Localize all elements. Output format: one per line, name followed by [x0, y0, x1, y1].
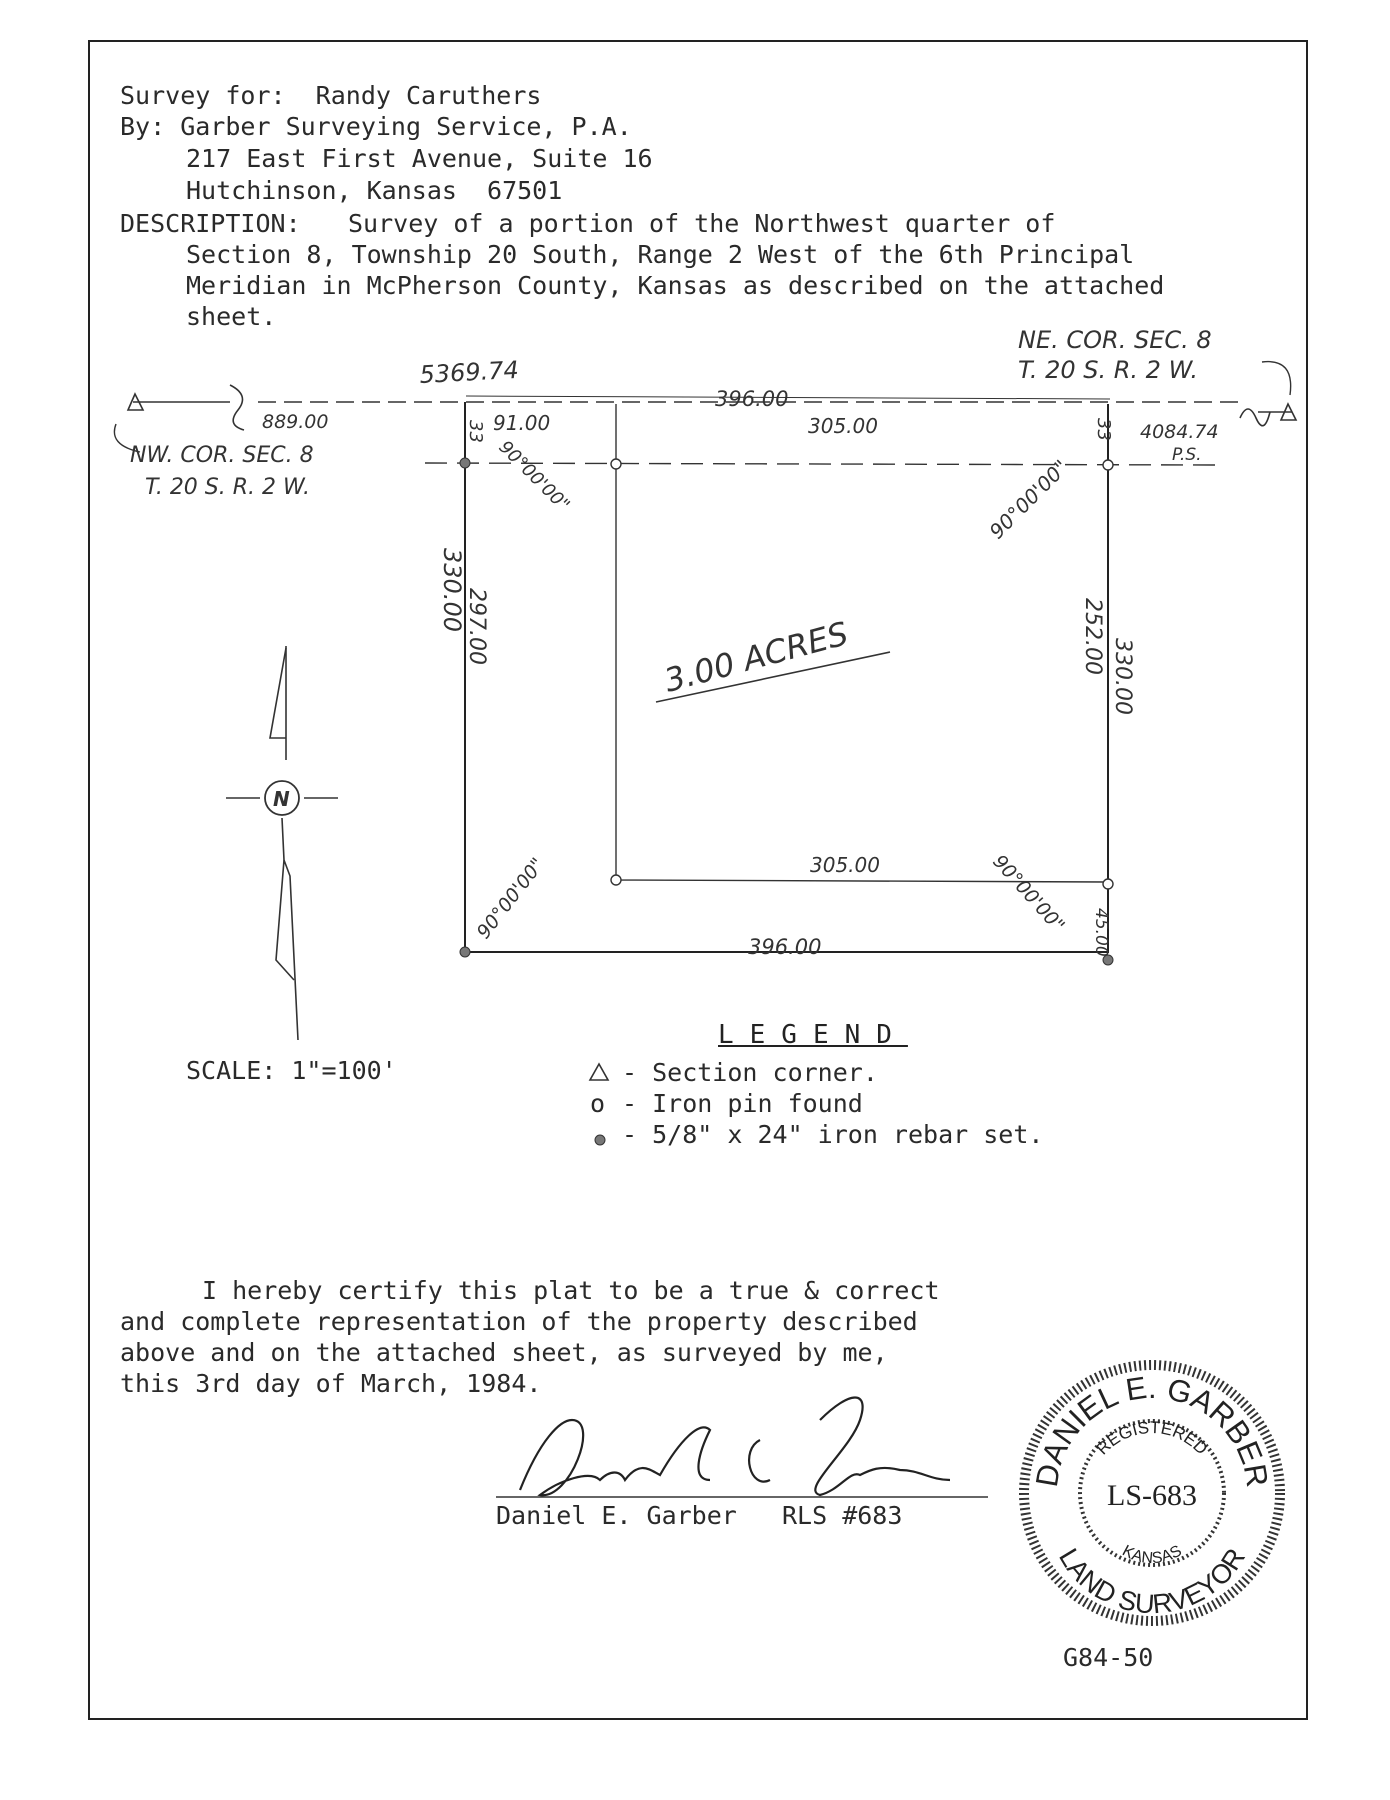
description-line-4: sheet. [186, 302, 277, 331]
description-line-2: Section 8, Township 20 South, Range 2 West of the 6th Principal [186, 240, 1135, 269]
north-label: N [273, 787, 290, 811]
legend-item-section-corner: - Section corner. [622, 1058, 878, 1087]
legend-iron-pin-symbol: o [590, 1089, 606, 1118]
east-distance-label: 4084.74 [1140, 421, 1219, 443]
left-330-label: 330.00 [438, 548, 466, 632]
description-label: DESCRIPTION: [120, 209, 301, 238]
top-305-label: 305.00 [808, 414, 878, 438]
right-252-label: 252.00 [1080, 598, 1105, 675]
east-distance-note: P.S. [1172, 445, 1202, 465]
legend-title: LEGEND [718, 1020, 908, 1050]
seal-registered: REGISTERED [1092, 1417, 1212, 1459]
legend-triangle-icon [590, 1064, 608, 1080]
angle-sw-label: 90°00'00" [472, 853, 550, 944]
nw-corner-label: NW. COR. SEC. 8 [130, 443, 314, 468]
iron-pin-found-inner-se [1103, 879, 1113, 889]
seal-license-number: LS-683 [1107, 1479, 1197, 1512]
left-297-label: 297.00 [464, 588, 489, 665]
angle-nw-label: 90°00'00" [494, 436, 574, 516]
ne-leader-arrow [1262, 362, 1291, 395]
ne-corner-label: NE. COR. SEC. 8 [1018, 326, 1212, 354]
certification-line-1: I hereby certify this plat to be a true & correct [202, 1276, 940, 1305]
certification-line-2: and complete representation of the property described [120, 1307, 918, 1336]
iron-pin-found-north [611, 459, 621, 469]
rebar-set-sw [460, 947, 470, 957]
west-distance-label: 889.00 [262, 411, 329, 433]
legend-item-iron-pin: - Iron pin found [622, 1089, 863, 1118]
firm-city: Hutchinson, Kansas 67501 [186, 176, 563, 205]
right-of-way-line [425, 463, 1215, 465]
seal-name: DANIEL E. GARBER [1028, 1369, 1276, 1490]
seal-title: LAND SURVEYOR [1053, 1543, 1252, 1620]
north-arrow-tail-right [282, 818, 298, 1040]
firm-address: 217 East First Avenue, Suite 16 [186, 144, 653, 173]
surveyor-firm: By: Garber Surveying Service, P.A. [120, 112, 632, 141]
description-line-1: Survey of a portion of the Northwest quarter of [348, 209, 1056, 238]
north-arrow [226, 646, 338, 1040]
survey-for: Survey for: Randy Caruthers [120, 81, 542, 110]
scale-label: SCALE: 1"=100' [186, 1056, 397, 1085]
ne-corner-township: T. 20 S. R. 2 W. [1018, 356, 1198, 384]
signer-rls: RLS #683 [782, 1501, 903, 1530]
description-line-3: Meridian in McPherson County, Kansas as described on the attached [186, 271, 1165, 300]
acreage-label: 3.00 ACRES [660, 614, 853, 700]
top-91-label: 91.00 [493, 411, 551, 435]
angle-ne-label: 90°00'00" [984, 455, 1073, 544]
top-396-label: 396.00 [715, 387, 789, 411]
north-arrow-head [270, 648, 286, 738]
handwritten-signature [520, 1398, 950, 1496]
certification-line-4: this 3rd day of March, 1984. [120, 1369, 542, 1398]
surveyor-seal [1017, 1358, 1287, 1628]
nw-corner-township: T. 20 S. R. 2 W. [145, 475, 310, 500]
bottom-396-label: 396.00 [748, 935, 822, 959]
north-arrow-tail-left [276, 860, 294, 980]
left-33-label: 33 [465, 420, 486, 443]
total-distance-label: 5369.74 [418, 355, 520, 389]
legend-item-rebar: - 5/8" x 24" iron rebar set. [622, 1120, 1044, 1149]
inner-305-label: 305.00 [810, 853, 880, 877]
document-number: G84-50 [1063, 1643, 1154, 1672]
seal-state: KANSAS [1119, 1542, 1185, 1568]
legend-rebar-icon [595, 1135, 605, 1145]
signer-name: Daniel E. Garber [496, 1501, 737, 1530]
right-45-label: 45.00 [1091, 908, 1111, 957]
rebar-set-nw [460, 458, 470, 468]
right-33-label: 33 [1093, 418, 1114, 441]
break-symbol-west [230, 385, 244, 430]
right-330-label: 330.00 [1110, 638, 1135, 715]
iron-pin-found-inner-sw [611, 875, 621, 885]
certification-line-3: above and on the attached sheet, as surveyed by me, [120, 1338, 888, 1367]
iron-pin-found-ne [1103, 460, 1113, 470]
angle-se-label: 90°00'00" [988, 850, 1069, 937]
